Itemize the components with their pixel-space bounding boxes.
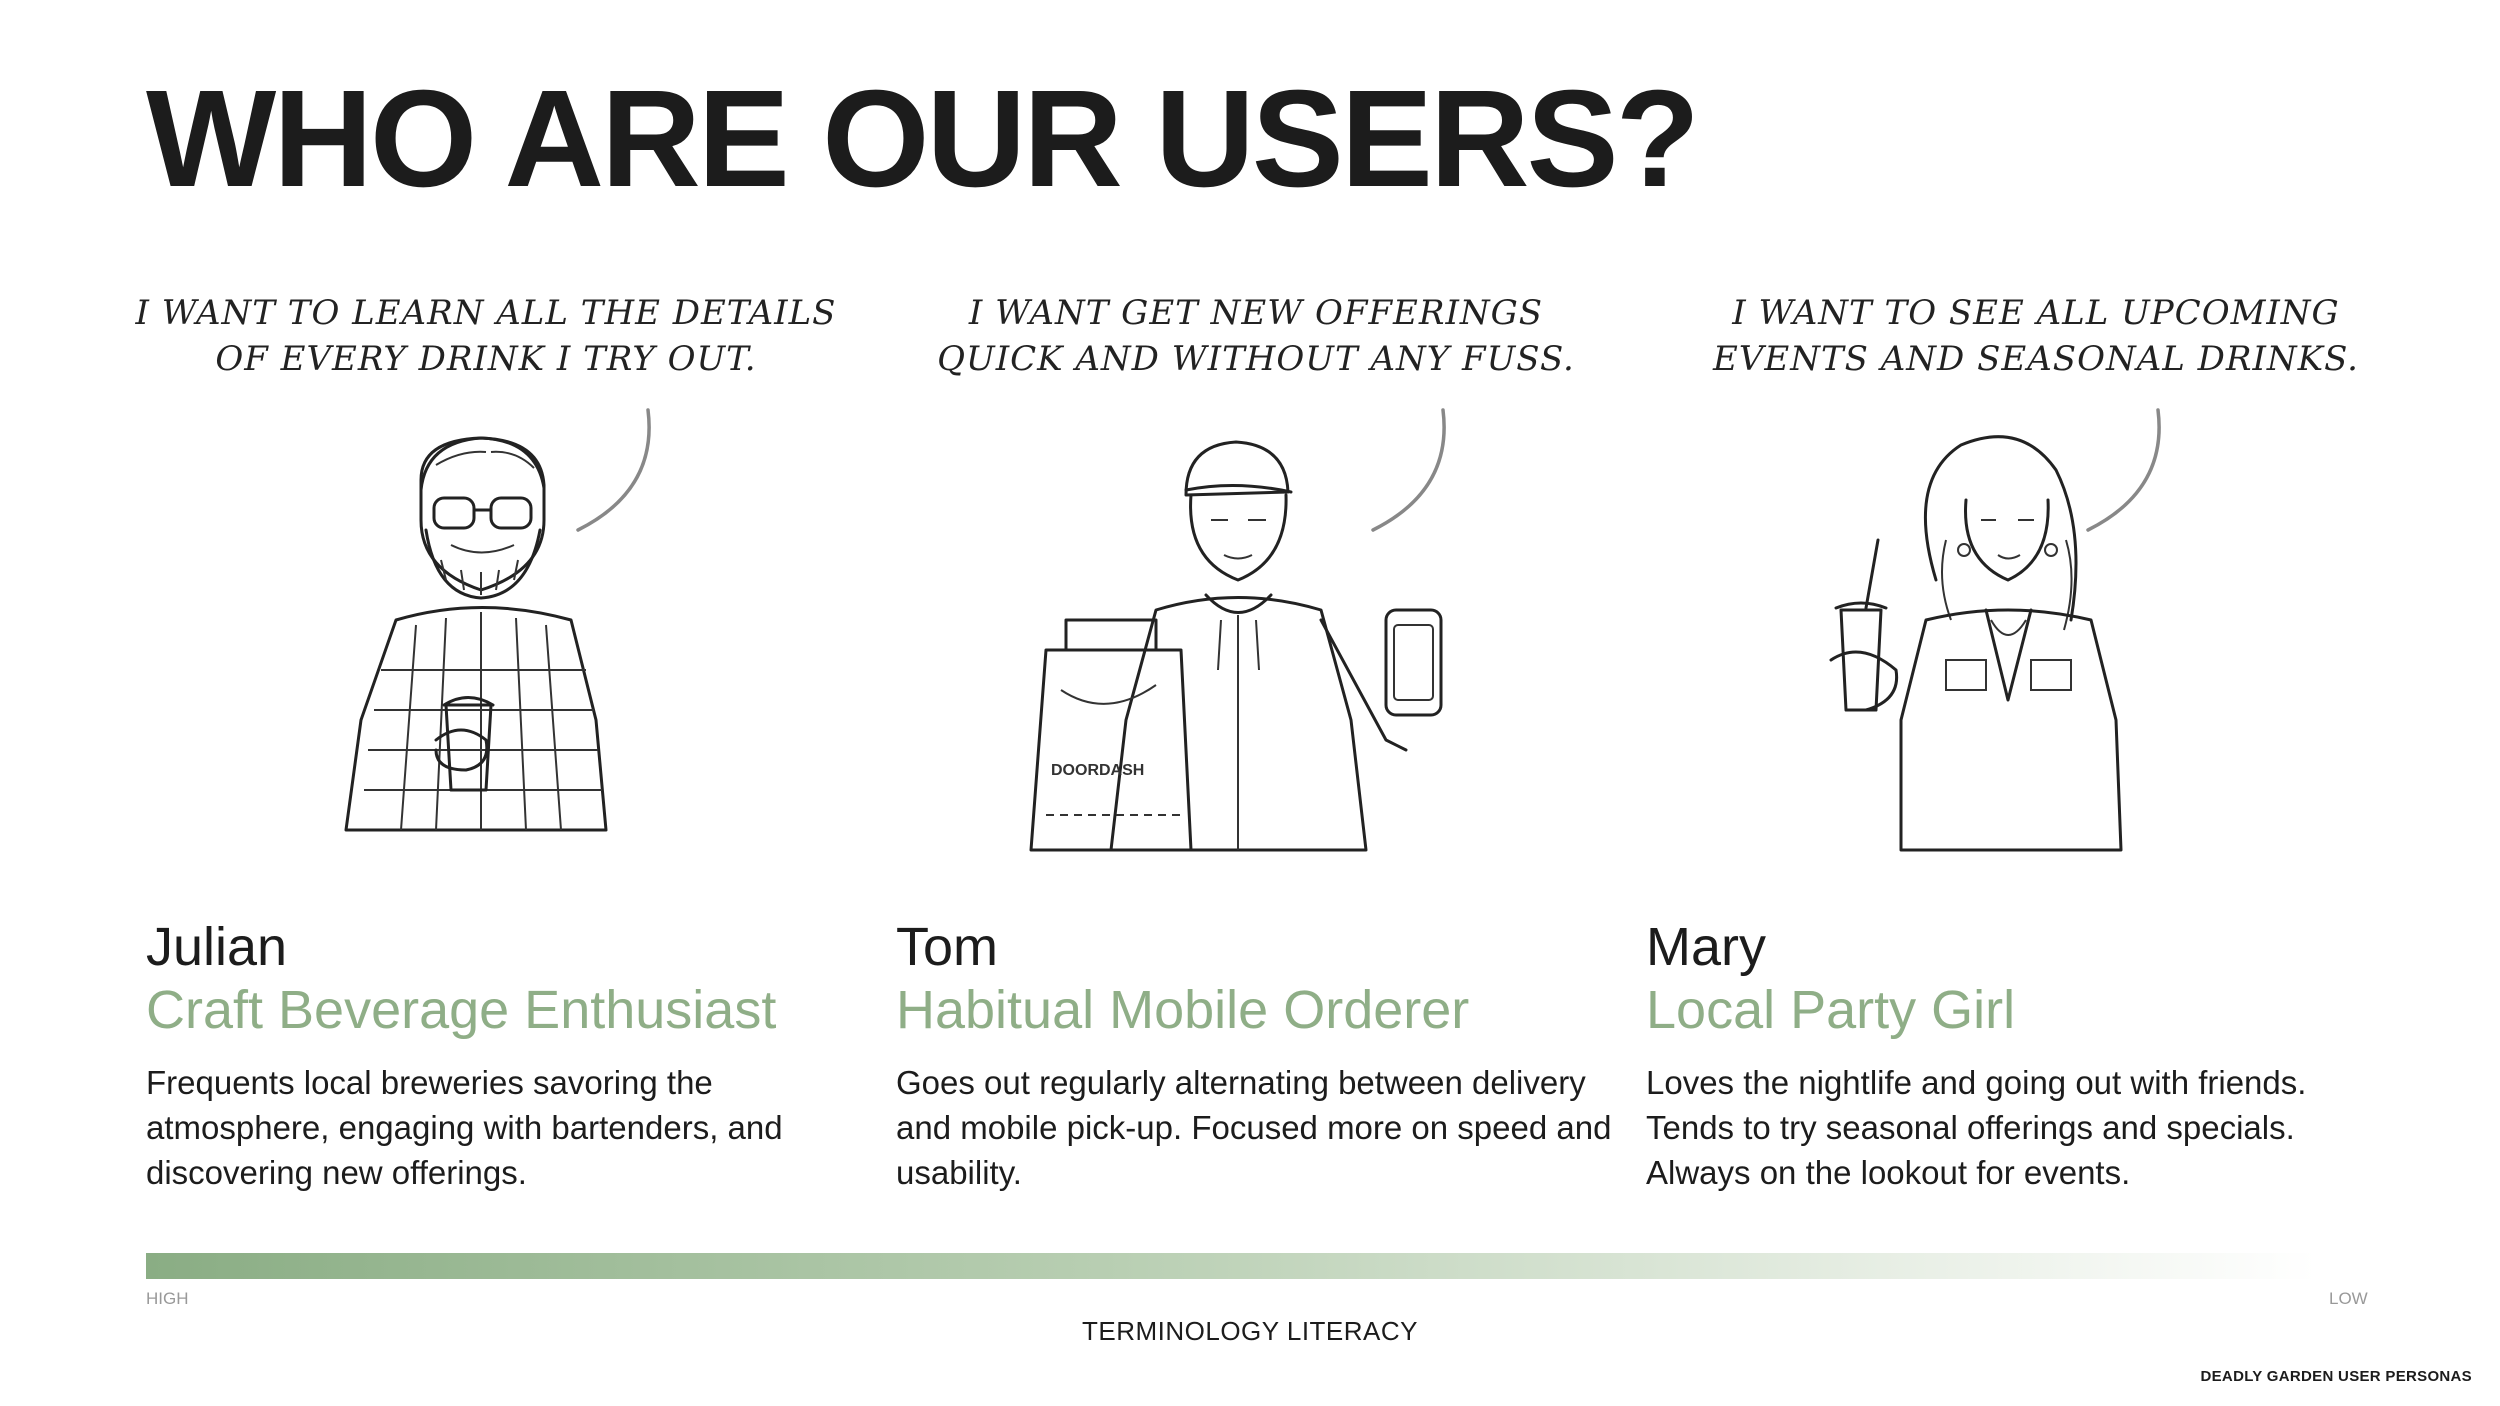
- quote-line-1: I WANT GET NEW OFFERINGS: [968, 293, 1544, 333]
- quote-line-1: I WANT TO LEARN ALL THE DETAILS: [135, 293, 837, 333]
- persona-card-tom: [896, 290, 1616, 1210]
- woman-with-iced-drink-illustration: [1786, 420, 2186, 860]
- persona-description: Goes out regularly alternating between delivery and mobile pick-up. Focused more on speed and usability.: [896, 1064, 1612, 1191]
- scale-title: TERMINOLOGY LITERACY: [1081, 1316, 1419, 1346]
- bag-brand-label: DOORDASH: [1051, 762, 1145, 779]
- quote-line-1: I WANT TO SEE ALL UPCOMING: [1732, 293, 2340, 333]
- persona-name: Mary: [1646, 917, 1766, 977]
- persona-description: Loves the nightlife and going out with friends. Tends to try seasonal offerings and specials. Always on the lookout for events.: [1646, 1064, 2307, 1191]
- quote-line-2: EVENTS AND SEASONAL DRINKS.: [1713, 339, 2359, 379]
- persona-role: Craft Beverage Enthusiast: [146, 980, 777, 1040]
- persona-quote: [126, 290, 846, 382]
- persona-card-mary: [1646, 290, 2366, 1210]
- persona-role: Habitual Mobile Orderer: [896, 980, 1470, 1040]
- persona-card-julian: [135, 290, 866, 1210]
- man-with-delivery-bag-and-phone-illustration: [1006, 420, 1466, 860]
- quote-line-2: QUICK AND WITHOUT ANY FUSS.: [937, 339, 1575, 379]
- persona-description: Frequents local breweries savoring the atmosphere, engaging with bartenders, and discovering new offerings.: [146, 1064, 783, 1191]
- persona-name: Tom: [896, 917, 999, 977]
- persona-name: Julian: [146, 917, 288, 977]
- persona-quote: [1676, 290, 2396, 382]
- page-title: WHO ARE OUR USERS?: [146, 62, 1697, 216]
- footer-label: DEADLY GARDEN USER PERSONAS: [2200, 1368, 2472, 1385]
- persona-quote: [896, 290, 1616, 382]
- persona-role: Local Party Girl: [1646, 980, 2016, 1040]
- terminology-literacy-gradient-bar: [146, 1253, 2316, 1279]
- quote-line-2: OF EVERY DRINK I TRY OUT.: [215, 339, 757, 379]
- scale-high-label: HIGH: [146, 1289, 189, 1308]
- scale-low-label: LOW: [2329, 1289, 2368, 1308]
- bearded-man-with-beer-illustration: [286, 420, 686, 840]
